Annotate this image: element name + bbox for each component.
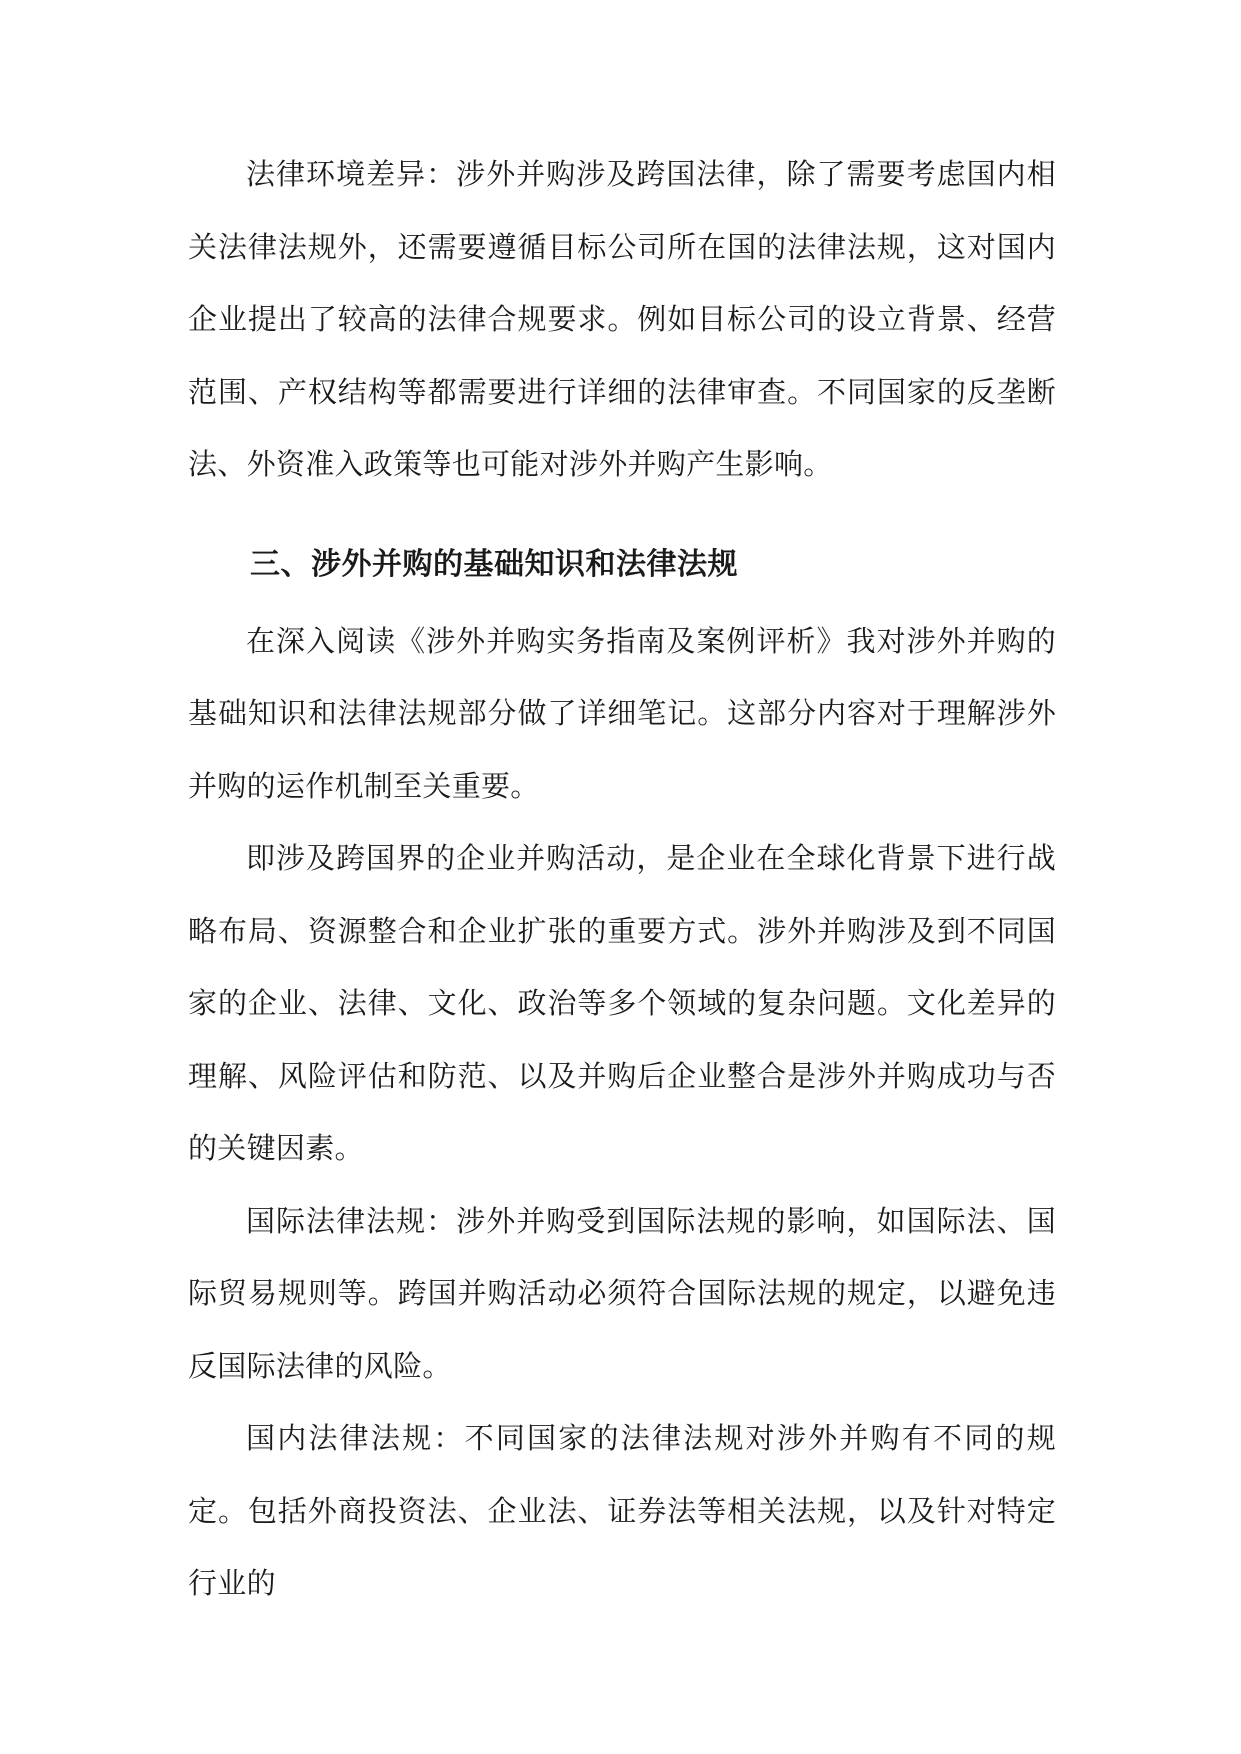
paragraph-definition: 即涉及跨国界的企业并购活动，是企业在全球化背景下进行战略布局、资源整合和企业扩张的重要方式。涉外并购涉及到不同国家的企业、法律、文化、政治等多个领域的复杂问题。文化差异的理解、风险评估和防范、以及并购后企业整合是涉外并购成功与否的关键因素。 [188, 841, 1056, 1165]
paragraph-reading-notes: 在深入阅读《涉外并购实务指南及案例评析》我对涉外并购的基础知识和法律法规部分做了详细笔记。这部分内容对于理解涉外并购的运作机制至关重要。 [188, 623, 1056, 803]
paragraph-legal-environment: 法律环境差异：涉外并购涉及跨国法律，除了需要考虑国内相关法律法规外，还需要遵循目标公司所在国的法律法规，这对国内企业提出了较高的法律合规要求。例如目标公司的设立背景、经营范围、产权结构等都需要进行详细的法律审查。不同国家的反垄断法、外资准入政策等也可能对涉外并购产生影响。 [188, 157, 1056, 481]
section-heading: 三、涉外并购的基础知识和法律法规 [250, 546, 738, 582]
document-body [188, 138, 1056, 1620]
paragraph-domestic-law: 国内法律法规：不同国家的法律法规对涉外并购有不同的规定。包括外商投资法、企业法、证券法等相关法规，以及针对特定行业的 [188, 1421, 1056, 1600]
paragraph-international-law: 国际法律法规：涉外并购受到国际法规的影响，如国际法、国际贸易规则等。跨国并购活动必须符合国际法规的规定，以避免违反国际法律的风险。 [188, 1203, 1056, 1383]
